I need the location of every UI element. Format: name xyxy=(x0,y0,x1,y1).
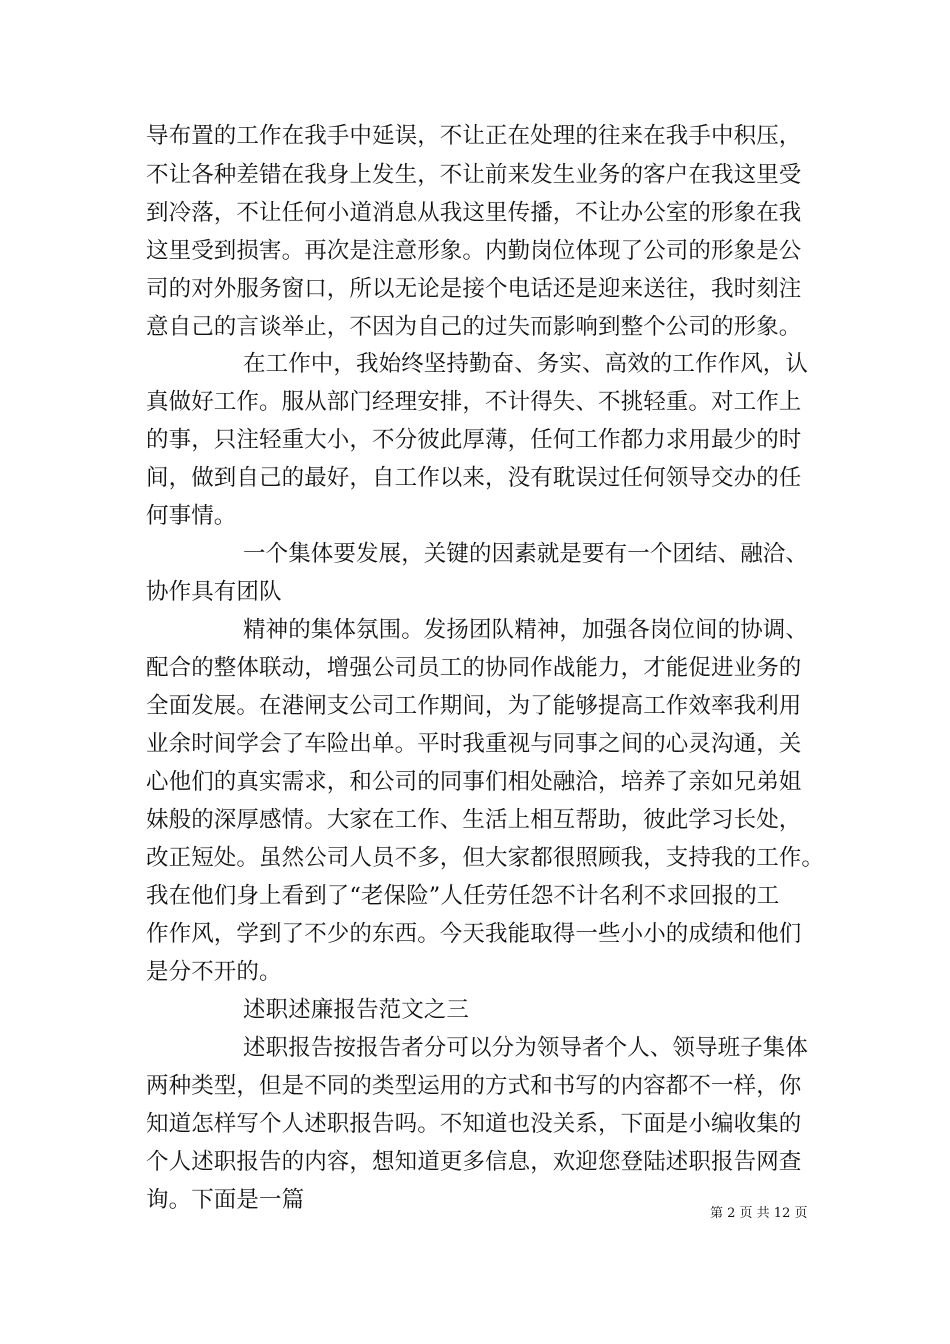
paragraph-start-line: 精神的集体氛围。发扬团队精神，加强各岗位间的协调、 xyxy=(243,617,809,643)
text-line: 不让各种差错在我身上发生，不让前来发生业务的客户在我这里受 xyxy=(146,162,802,188)
text-line: 是分不开的。 xyxy=(146,959,282,985)
paragraph-start-line: 一个集体要发展，关键的因素就是要有一个团结、融洽、 xyxy=(243,541,809,567)
text-line: 司的对外服务窗口，所以无论是接个电话还是迎来送往，我时刻注 xyxy=(146,276,802,302)
text-line: 两种类型，但是不同的类型运用的方式和书写的内容都不一样，你 xyxy=(146,1073,802,1099)
text-line: 配合的整体联动，增强公司员工的协同作战能力，才能促进业务的 xyxy=(146,655,802,681)
text-line: 何事情。 xyxy=(146,503,237,529)
text-line: 业余时间学会了车险出单。平时我重视与同事之间的心灵沟通，关 xyxy=(146,731,802,757)
paragraph-start-line: 在工作中，我始终坚持勤奋、务实、高效的工作作风，认 xyxy=(243,351,809,377)
page-number-footer: 第 2 页 共 12 页 xyxy=(710,1206,808,1221)
section-heading: 述职述廉报告范文之三 xyxy=(243,997,470,1023)
text-line: 意自己的言谈举止，不因为自己的过失而影响到整个公司的形象。 xyxy=(146,314,802,340)
text-line: 询。下面是一篇 xyxy=(146,1187,305,1213)
text-line: 作作风，学到了不少的东西。今天我能取得一些小小的成绩和他们 xyxy=(146,921,802,947)
text-line: 的事，只注轻重大小，不分彼此厚薄，任何工作都力求用最少的时 xyxy=(146,427,802,453)
text-line: 这里受到损害。再次是注意形象。内勤岗位体现了公司的形象是公 xyxy=(146,238,802,264)
text-line: 心他们的真实需求，和公司的同事们相处融洽，培养了亲如兄弟姐 xyxy=(146,769,802,795)
text-line: 到冷落，不让任何小道消息从我这里传播，不让办公室的形象在我 xyxy=(146,200,802,226)
text-line: 间，做到自己的最好，自工作以来，没有耽误过任何领导交办的任 xyxy=(146,465,802,491)
text-line: 个人述职报告的内容，想知道更多信息，欢迎您登陆述职报告网查 xyxy=(146,1149,802,1175)
text-line: 我在他们身上看到了“老保险”人任劳任怨不计名利不求回报的工 xyxy=(146,883,780,909)
text-line: 妹般的深厚感情。大家在工作、生活上相互帮助，彼此学习长处， xyxy=(146,807,802,833)
text-line: 知道怎样写个人述职报告吗。不知道也没关系，下面是小编收集的 xyxy=(146,1111,802,1137)
text-line: 改正短处。虽然公司人员不多，但大家都很照顾我，支持我的工作。 xyxy=(146,845,825,871)
text-line: 导布置的工作在我手中延误，不让正在处理的往来在我手中积压， xyxy=(146,123,802,149)
paragraph-start-line: 述职报告按报告者分可以分为领导者个人、领导班子集体 xyxy=(243,1035,809,1061)
text-line: 协作具有团队 xyxy=(146,579,282,605)
text-line: 真做好工作。服从部门经理安排，不计得失、不挑轻重。对工作上 xyxy=(146,389,802,415)
text-line: 全面发展。在港闸支公司工作期间，为了能够提高工作效率我利用 xyxy=(146,693,802,719)
